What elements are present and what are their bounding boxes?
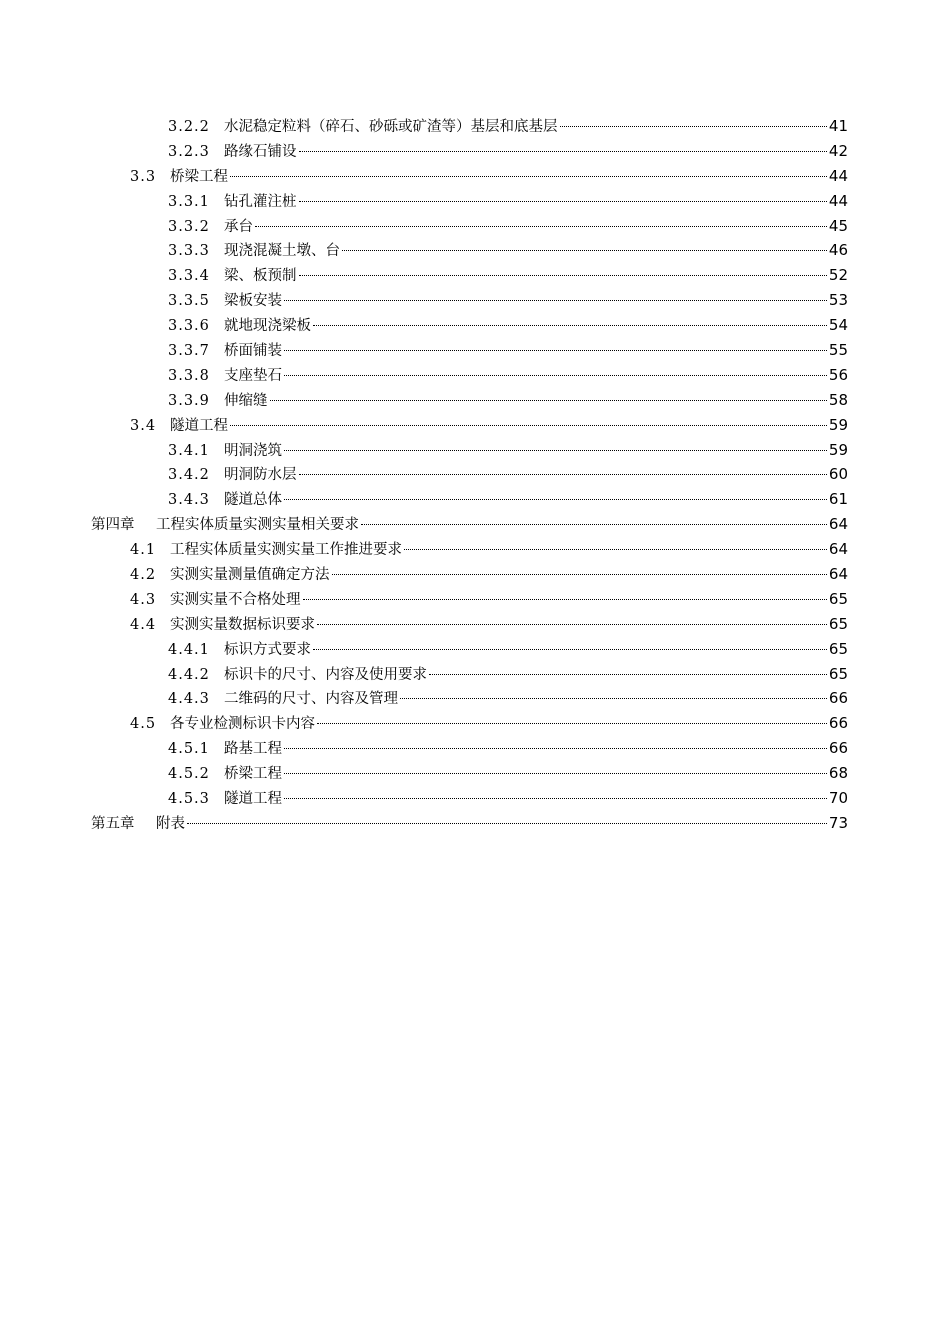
toc-entry-number: 4.4.1: [168, 641, 210, 658]
toc-entry-line: [168, 388, 848, 414]
toc-entry-title: 明洞防水层: [224, 467, 297, 484]
toc-entry-number: 3.3.5: [168, 293, 210, 310]
toc-entry-title: 承台: [224, 218, 253, 235]
toc-dot-leader: [400, 698, 827, 699]
toc-dot-leader: [404, 549, 827, 550]
toc-entry-line: [168, 462, 848, 488]
toc-entry-line: [130, 562, 848, 588]
toc-entry[interactable]: [0, 288, 950, 313]
toc-entry-number: 第四章: [91, 517, 135, 534]
toc-entry[interactable]: [0, 736, 950, 761]
toc-entry-title: 标识方式要求: [224, 641, 311, 658]
toc-entry-page-number: 53: [828, 291, 848, 310]
toc-entry-number: 3.4.2: [168, 467, 210, 484]
toc-entry-title: 隧道总体: [224, 492, 282, 509]
toc-entry-title: 隧道工程: [224, 791, 282, 808]
toc-entry-page-number: 58: [828, 390, 848, 409]
toc-entry-number: 4.4.3: [168, 691, 210, 708]
toc-entry-title: 钻孔灌注桩: [224, 193, 297, 210]
toc-dot-leader: [299, 201, 827, 202]
toc-entry-number: 3.3.4: [168, 268, 210, 285]
toc-entry-line: [168, 736, 848, 762]
toc-entry[interactable]: [0, 512, 950, 537]
toc-entry[interactable]: [0, 637, 950, 662]
toc-entry-page-number: 64: [828, 565, 848, 584]
toc-entry-title: 伸缩缝: [224, 392, 268, 409]
toc-entry-number: 3.3.8: [168, 367, 210, 384]
toc-dot-leader: [187, 823, 827, 824]
toc-entry-number: 4.4.2: [168, 666, 210, 683]
toc-entry[interactable]: [0, 537, 950, 562]
toc-entry[interactable]: [0, 238, 950, 263]
toc-entry-page-number: 59: [828, 440, 848, 459]
toc-entry-number: 3.3.3: [168, 243, 210, 260]
toc-entry-line: [168, 114, 848, 140]
toc-entry-title: 工程实体质量实测实量工作推进要求: [170, 542, 402, 559]
toc-entry-number: 4.5.3: [168, 791, 210, 808]
toc-entry-page-number: 66: [828, 714, 848, 733]
toc-dot-leader: [299, 151, 827, 152]
toc-entry-number: 3.2.2: [168, 119, 210, 135]
toc-entry-page-number: 59: [828, 415, 848, 434]
toc-entry-line: [91, 512, 848, 538]
toc-entry-line: [168, 662, 848, 688]
toc-entry[interactable]: [0, 562, 950, 587]
toc-entry-page-number: 66: [828, 739, 848, 758]
toc-entry[interactable]: [0, 338, 950, 363]
toc-entry-number: 第五章: [91, 815, 135, 832]
toc-entry-line: [130, 587, 848, 613]
toc-entry-title: 梁、板预制: [224, 268, 297, 285]
toc-entry-number: 4.2: [130, 567, 157, 584]
toc-entry-page-number: 70: [828, 789, 848, 808]
toc-entry-line: [168, 786, 848, 812]
toc-entry-number: 3.3.9: [168, 392, 210, 409]
table-of-contents: [0, 114, 950, 836]
toc-entry-title: 桥面铺装: [224, 343, 282, 360]
toc-entry-line: [130, 164, 848, 190]
toc-dot-leader: [284, 773, 827, 774]
toc-entry-page-number: 60: [828, 465, 848, 484]
toc-entry-page-number: 65: [828, 589, 848, 608]
toc-entry-line: [168, 438, 848, 464]
toc-entry-page-number: 73: [828, 813, 848, 832]
toc-entry-line: [168, 139, 848, 165]
toc-entry-number: 3.3.7: [168, 343, 210, 360]
toc-entry[interactable]: [0, 686, 950, 711]
toc-entry-number: 4.3: [130, 591, 157, 608]
toc-entry-page-number: 66: [828, 689, 848, 708]
toc-dot-leader: [284, 300, 827, 301]
toc-entry-page-number: 65: [828, 664, 848, 683]
toc-entry-page-number: 46: [828, 241, 848, 260]
toc-dot-leader: [230, 425, 827, 426]
toc-entry[interactable]: [0, 612, 950, 637]
toc-entry-page-number: 55: [828, 341, 848, 360]
toc-entry-number: 4.5.1: [168, 741, 210, 758]
toc-entry-title: 附表: [156, 815, 185, 832]
toc-entry[interactable]: [0, 263, 950, 288]
toc-entry-page-number: 64: [828, 540, 848, 559]
toc-entry[interactable]: [0, 114, 950, 139]
toc-entry-page-number: 68: [828, 764, 848, 783]
toc-entry-line: [168, 338, 848, 364]
toc-entry[interactable]: [0, 761, 950, 786]
toc-dot-leader: [361, 524, 827, 525]
toc-entry-title: 桥梁工程: [224, 766, 282, 783]
toc-entry-line: [168, 686, 848, 712]
toc-dot-leader: [284, 375, 827, 376]
toc-dot-leader: [299, 474, 827, 475]
toc-entry-title: 隧道工程: [170, 417, 228, 434]
toc-dot-leader: [313, 325, 827, 326]
toc-entry-title: 实测实量不合格处理: [170, 591, 301, 608]
toc-entry-title: 各专业检测标识卡内容: [170, 716, 315, 733]
toc-entry-number: 4.5.2: [168, 766, 210, 783]
toc-dot-leader: [429, 674, 827, 675]
toc-entry-page-number: 41: [828, 117, 848, 135]
toc-entry-title: 桥梁工程: [170, 168, 228, 185]
toc-entry-line: [168, 189, 848, 215]
toc-entry[interactable]: [0, 164, 950, 189]
toc-entry-line: [168, 487, 848, 513]
toc-entry-line: [168, 761, 848, 787]
toc-entry-page-number: 44: [828, 166, 848, 185]
toc-entry-number: 3.3.1: [168, 193, 210, 210]
toc-dot-leader: [270, 400, 827, 401]
toc-dot-leader: [317, 723, 827, 724]
toc-dot-leader: [284, 798, 827, 799]
toc-entry-page-number: 61: [828, 490, 848, 509]
toc-entry-title: 二维码的尺寸、内容及管理: [224, 691, 398, 708]
toc-dot-leader: [342, 250, 827, 251]
toc-entry[interactable]: [0, 587, 950, 612]
toc-entry-page-number: 64: [828, 515, 848, 534]
toc-entry-title: 标识卡的尺寸、内容及使用要求: [224, 666, 427, 683]
toc-entry-page-number: 42: [828, 141, 848, 160]
toc-entry-number: 3.3: [130, 168, 157, 185]
toc-entry-line: [168, 214, 848, 240]
toc-entry-number: 4.4: [130, 616, 157, 633]
toc-dot-leader: [255, 226, 827, 227]
toc-entry[interactable]: [0, 487, 950, 512]
toc-dot-leader: [284, 748, 827, 749]
toc-entry-line: [168, 313, 848, 339]
toc-entry-page-number: 52: [828, 266, 848, 285]
toc-entry[interactable]: [0, 438, 950, 463]
toc-dot-leader: [284, 350, 827, 351]
toc-entry-title: 现浇混凝土墩、台: [224, 243, 340, 260]
toc-entry-title: 支座垫石: [224, 367, 282, 384]
toc-dot-leader: [299, 275, 827, 276]
toc-entry-title: 工程实体质量实测实量相关要求: [156, 517, 359, 534]
toc-entry-page-number: 65: [828, 614, 848, 633]
toc-entry-line: [130, 711, 848, 737]
toc-entry[interactable]: [0, 313, 950, 338]
toc-entry-number: 4.1: [130, 542, 157, 559]
toc-entry-page-number: 54: [828, 316, 848, 335]
toc-dot-leader: [560, 126, 827, 127]
toc-entry-title: 就地现浇梁板: [224, 318, 311, 335]
toc-entry-line: [91, 811, 848, 837]
toc-entry-title: 水泥稳定粒料（碎石、砂砾或矿渣等）基层和底基层: [224, 119, 558, 135]
toc-entry[interactable]: [0, 214, 950, 239]
toc-dot-leader: [303, 599, 827, 600]
toc-entry-title: 路缘石铺设: [224, 143, 297, 160]
toc-entry[interactable]: [0, 462, 950, 487]
toc-entry-line: [168, 238, 848, 264]
toc-entry-page-number: 44: [828, 191, 848, 210]
toc-entry[interactable]: [0, 139, 950, 164]
toc-entry[interactable]: [0, 388, 950, 413]
toc-entry-line: [130, 537, 848, 563]
toc-dot-leader: [332, 574, 827, 575]
toc-entry[interactable]: [0, 363, 950, 388]
toc-entry[interactable]: [0, 413, 950, 438]
toc-entry[interactable]: [0, 189, 950, 214]
toc-entry[interactable]: [0, 662, 950, 687]
toc-entry-line: [168, 288, 848, 314]
toc-entry-number: 3.4.3: [168, 492, 210, 509]
toc-entry-line: [130, 413, 848, 439]
toc-entry-line: [168, 363, 848, 389]
toc-dot-leader: [230, 176, 827, 177]
toc-entry[interactable]: [0, 711, 950, 736]
toc-dot-leader: [317, 624, 827, 625]
toc-dot-leader: [284, 450, 827, 451]
toc-entry[interactable]: [0, 811, 950, 836]
toc-entry-number: 4.5: [130, 716, 157, 733]
toc-entry-number: 3.3.6: [168, 318, 210, 335]
toc-dot-leader: [284, 499, 827, 500]
toc-entry-title: 实测实量数据标识要求: [170, 616, 315, 633]
toc-entry-page-number: 45: [828, 216, 848, 235]
toc-entry-page-number: 56: [828, 365, 848, 384]
toc-entry-page-number: 65: [828, 639, 848, 658]
toc-entry-number: 3.3.2: [168, 218, 210, 235]
toc-entry-number: 3.4.1: [168, 442, 210, 459]
toc-entry-title: 明洞浇筑: [224, 442, 282, 459]
toc-entry-number: 3.4: [130, 417, 157, 434]
toc-dot-leader: [313, 649, 827, 650]
toc-entry-line: [168, 637, 848, 663]
toc-entry-line: [130, 612, 848, 638]
toc-entry-line: [168, 263, 848, 289]
toc-entry[interactable]: [0, 786, 950, 811]
toc-entry-title: 实测实量测量值确定方法: [170, 567, 330, 584]
toc-entry-title: 路基工程: [224, 741, 282, 758]
toc-entry-number: 3.2.3: [168, 143, 210, 160]
toc-entry-title: 梁板安装: [224, 293, 282, 310]
